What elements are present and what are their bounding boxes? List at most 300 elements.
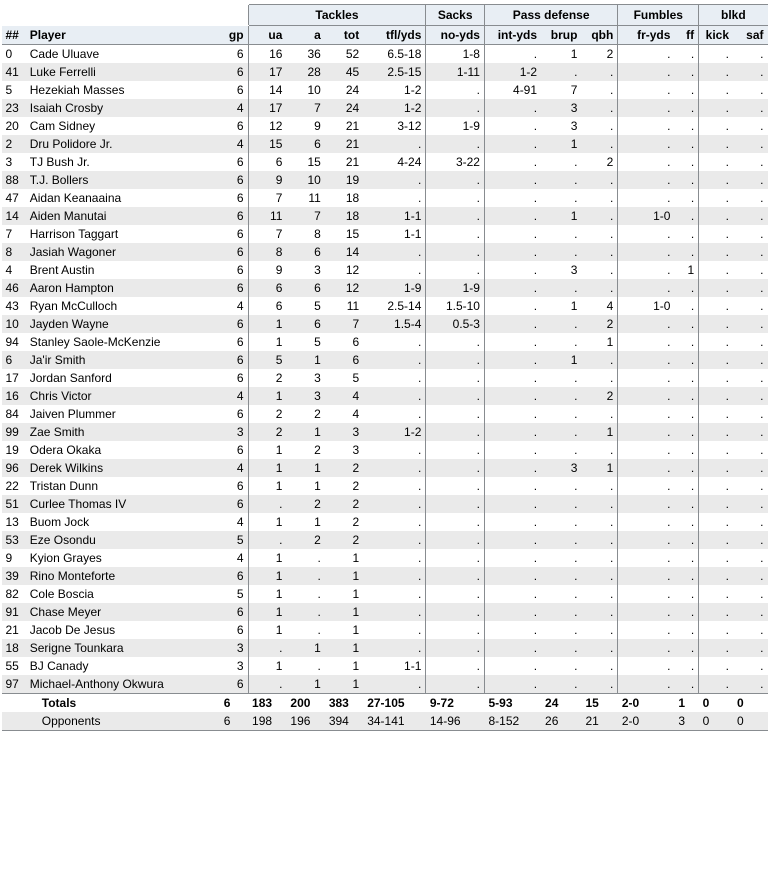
table-row <box>2 99 768 117</box>
group-header-sacks: Sacks <box>426 5 485 26</box>
cell-kick: . <box>699 549 733 567</box>
cell-a: 5 <box>286 297 324 315</box>
cell-num: 46 <box>2 279 26 297</box>
cell-a: 6 <box>286 279 324 297</box>
cell-player: Curlee Thomas IV <box>26 495 220 513</box>
cell-ua: 2 <box>248 405 286 423</box>
cell-qbh: . <box>581 135 617 153</box>
cell-ff: . <box>674 279 698 297</box>
table-row <box>2 63 768 81</box>
cell-brup: 1 <box>541 45 581 64</box>
cell-player: Michael-Anthony Okwura <box>26 675 220 694</box>
column-header-player[interactable]: Player <box>26 26 220 45</box>
cell-gp: 6 <box>220 279 248 297</box>
cell-ua: 7 <box>248 225 286 243</box>
cell-fryds: . <box>618 333 675 351</box>
cell-ff: . <box>674 405 698 423</box>
cell-noyds: . <box>426 369 485 387</box>
cell-a: 1 <box>286 477 324 495</box>
cell-kick: . <box>699 675 733 694</box>
cell-tflyds: . <box>363 171 426 189</box>
cell-ff: . <box>674 639 698 657</box>
cell-tflyds: 1-2 <box>363 423 426 441</box>
cell-ff: . <box>674 171 698 189</box>
cell-saf: . <box>733 549 767 567</box>
cell-a: 2 <box>286 405 324 423</box>
cell-num: 84 <box>2 405 26 423</box>
cell-gp: 6 <box>220 63 248 81</box>
cell-saf: . <box>733 207 767 225</box>
cell-intyds: . <box>484 225 541 243</box>
opponents-row-cell-qbh: 21 <box>581 712 617 731</box>
totals-row-cell-player: Totals <box>26 694 220 713</box>
cell-noyds: 1-11 <box>426 63 485 81</box>
cell-tflyds: 2.5-14 <box>363 297 426 315</box>
cell-fryds: . <box>618 531 675 549</box>
cell-brup: . <box>541 621 581 639</box>
cell-player: Cam Sidney <box>26 117 220 135</box>
cell-noyds: . <box>426 333 485 351</box>
cell-tot: 15 <box>325 225 363 243</box>
totals-row-cell-ff: 1 <box>674 694 698 713</box>
cell-fryds: . <box>618 639 675 657</box>
cell-num: 96 <box>2 459 26 477</box>
cell-noyds: . <box>426 585 485 603</box>
cell-intyds: . <box>484 387 541 405</box>
cell-gp: 6 <box>220 477 248 495</box>
cell-ua: . <box>248 531 286 549</box>
cell-tflyds: 1-1 <box>363 657 426 675</box>
cell-saf: . <box>733 387 767 405</box>
cell-tot: 1 <box>325 603 363 621</box>
cell-tflyds: . <box>363 675 426 694</box>
cell-tot: 2 <box>325 513 363 531</box>
totals-row-cell-fryds: 2-0 <box>618 694 675 713</box>
cell-a: 11 <box>286 189 324 207</box>
totals-row-cell-noyds: 9-72 <box>426 694 485 713</box>
cell-qbh: . <box>581 513 617 531</box>
cell-fryds: . <box>618 189 675 207</box>
cell-num: 2 <box>2 135 26 153</box>
cell-ff: . <box>674 63 698 81</box>
cell-tot: 24 <box>325 81 363 99</box>
table-row <box>2 585 768 603</box>
cell-num: 43 <box>2 297 26 315</box>
column-header-no-yds[interactable]: no-yds <box>426 26 485 45</box>
table-row <box>2 135 768 153</box>
table-row <box>2 261 768 279</box>
column-header-gp[interactable]: gp <box>220 26 248 45</box>
cell-num: 23 <box>2 99 26 117</box>
cell-intyds: . <box>484 639 541 657</box>
cell-noyds: . <box>426 567 485 585</box>
cell-kick: . <box>699 603 733 621</box>
cell-tflyds: . <box>363 585 426 603</box>
opponents-row-cell-ua: 198 <box>248 712 286 731</box>
cell-ua: 12 <box>248 117 286 135</box>
cell-saf: . <box>733 153 767 171</box>
cell-qbh: . <box>581 657 617 675</box>
cell-qbh: . <box>581 495 617 513</box>
cell-num: 20 <box>2 117 26 135</box>
cell-num: 94 <box>2 333 26 351</box>
cell-a: 1 <box>286 351 324 369</box>
cell-tot: 1 <box>325 639 363 657</box>
cell-brup: . <box>541 279 581 297</box>
cell-qbh: . <box>581 261 617 279</box>
cell-player: Odera Okaka <box>26 441 220 459</box>
cell-ua: 16 <box>248 45 286 64</box>
cell-fryds: . <box>618 657 675 675</box>
cell-kick: . <box>699 207 733 225</box>
cell-a: 8 <box>286 225 324 243</box>
cell-a: 3 <box>286 387 324 405</box>
cell-player: Aaron Hampton <box>26 279 220 297</box>
column-header-qbh[interactable]: qbh <box>581 26 617 45</box>
cell-ua: 5 <box>248 351 286 369</box>
column-header-saf[interactable]: saf <box>733 26 767 45</box>
cell-ff: . <box>674 135 698 153</box>
cell-kick: . <box>699 351 733 369</box>
cell-player: Isaiah Crosby <box>26 99 220 117</box>
cell-saf: . <box>733 297 767 315</box>
totals-row-cell-brup: 24 <box>541 694 581 713</box>
cell-tot: 18 <box>325 207 363 225</box>
cell-kick: . <box>699 279 733 297</box>
cell-brup: . <box>541 225 581 243</box>
cell-saf: . <box>733 243 767 261</box>
cell-a: 2 <box>286 441 324 459</box>
cell-kick: . <box>699 495 733 513</box>
cell-brup: 3 <box>541 459 581 477</box>
cell-kick: . <box>699 81 733 99</box>
cell-a: 3 <box>286 369 324 387</box>
cell-ff: . <box>674 387 698 405</box>
cell-player: Jasiah Wagoner <box>26 243 220 261</box>
cell-brup: . <box>541 405 581 423</box>
cell-player: Rino Monteforte <box>26 567 220 585</box>
cell-num: 14 <box>2 207 26 225</box>
cell-player: T.J. Bollers <box>26 171 220 189</box>
cell-player: Eze Osondu <box>26 531 220 549</box>
cell-qbh: . <box>581 621 617 639</box>
cell-num: 4 <box>2 261 26 279</box>
table-row <box>2 603 768 621</box>
cell-tflyds: 1.5-4 <box>363 315 426 333</box>
cell-a: 36 <box>286 45 324 64</box>
cell-saf: . <box>733 495 767 513</box>
cell-tflyds: . <box>363 333 426 351</box>
cell-kick: . <box>699 531 733 549</box>
cell-ua: 9 <box>248 171 286 189</box>
cell-intyds: . <box>484 603 541 621</box>
cell-kick: . <box>699 639 733 657</box>
cell-gp: 6 <box>220 441 248 459</box>
cell-ua: 15 <box>248 135 286 153</box>
cell-ua: 1 <box>248 477 286 495</box>
cell-brup: . <box>541 387 581 405</box>
table-body <box>2 45 768 694</box>
cell-ff: . <box>674 45 698 64</box>
cell-noyds: . <box>426 513 485 531</box>
cell-fryds: . <box>618 225 675 243</box>
cell-ff: . <box>674 567 698 585</box>
cell-qbh: . <box>581 99 617 117</box>
column-header-fr-yds[interactable]: fr-yds <box>618 26 675 45</box>
cell-num: 99 <box>2 423 26 441</box>
cell-saf: . <box>733 225 767 243</box>
group-header-blkd: blkd <box>699 5 768 26</box>
cell-gp: 6 <box>220 495 248 513</box>
table-row <box>2 621 768 639</box>
table-row <box>2 441 768 459</box>
cell-kick: . <box>699 459 733 477</box>
table-row <box>2 207 768 225</box>
cell-a: 28 <box>286 63 324 81</box>
cell-brup: . <box>541 333 581 351</box>
cell-saf: . <box>733 405 767 423</box>
cell-kick: . <box>699 63 733 81</box>
cell-gp: 6 <box>220 567 248 585</box>
column-header-kick[interactable]: kick <box>699 26 733 45</box>
totals-row-cell-gp: 6 <box>220 694 248 713</box>
cell-gp: 5 <box>220 585 248 603</box>
totals-row-cell-kick: 0 <box>699 694 733 713</box>
cell-ua: 1 <box>248 441 286 459</box>
table-row <box>2 567 768 585</box>
cell-ff: . <box>674 531 698 549</box>
cell-tflyds: . <box>363 477 426 495</box>
cell-num: 6 <box>2 351 26 369</box>
cell-fryds: . <box>618 441 675 459</box>
cell-num: 39 <box>2 567 26 585</box>
cell-tot: 1 <box>325 549 363 567</box>
table-row <box>2 81 768 99</box>
cell-num: 18 <box>2 639 26 657</box>
cell-tot: 3 <box>325 423 363 441</box>
cell-tflyds: 1-1 <box>363 225 426 243</box>
cell-qbh: 1 <box>581 423 617 441</box>
cell-intyds: . <box>484 369 541 387</box>
cell-intyds: 1-2 <box>484 63 541 81</box>
cell-saf: . <box>733 171 767 189</box>
cell-ff: . <box>674 657 698 675</box>
opponents-row-cell-fryds: 2-0 <box>618 712 675 731</box>
cell-fryds: . <box>618 495 675 513</box>
opponents-row-cell-player: Opponents <box>26 712 220 731</box>
cell-ff: . <box>674 369 698 387</box>
cell-num: 5 <box>2 81 26 99</box>
cell-intyds: . <box>484 495 541 513</box>
cell-gp: 6 <box>220 333 248 351</box>
cell-fryds: . <box>618 477 675 495</box>
cell-ua: . <box>248 495 286 513</box>
cell-ua: 2 <box>248 423 286 441</box>
table-row <box>2 171 768 189</box>
table-row <box>2 45 768 64</box>
cell-qbh: . <box>581 567 617 585</box>
cell-noyds: 1-8 <box>426 45 485 64</box>
cell-kick: . <box>699 297 733 315</box>
cell-tot: 21 <box>325 135 363 153</box>
cell-noyds: . <box>426 135 485 153</box>
cell-noyds: . <box>426 171 485 189</box>
cell-fryds: . <box>618 603 675 621</box>
column-header-a[interactable]: a <box>286 26 324 45</box>
cell-tot: 52 <box>325 45 363 64</box>
cell-a: . <box>286 585 324 603</box>
cell-qbh: . <box>581 189 617 207</box>
cell-kick: . <box>699 45 733 64</box>
cell-fryds: . <box>618 153 675 171</box>
cell-gp: 4 <box>220 99 248 117</box>
cell-gp: 6 <box>220 351 248 369</box>
cell-num: 7 <box>2 225 26 243</box>
cell-a: 2 <box>286 531 324 549</box>
cell-brup: . <box>541 495 581 513</box>
cell-a: 7 <box>286 99 324 117</box>
cell-player: Chris Victor <box>26 387 220 405</box>
cell-ua: 11 <box>248 207 286 225</box>
cell-qbh: 1 <box>581 459 617 477</box>
cell-player: Jaiven Plummer <box>26 405 220 423</box>
cell-intyds: . <box>484 459 541 477</box>
cell-player: Tristan Dunn <box>26 477 220 495</box>
column-header-int-yds[interactable]: int-yds <box>484 26 541 45</box>
cell-qbh: 1 <box>581 333 617 351</box>
cell-tot: 6 <box>325 351 363 369</box>
cell-a: 10 <box>286 171 324 189</box>
cell-player: BJ Canady <box>26 657 220 675</box>
cell-fryds: . <box>618 405 675 423</box>
cell-intyds: . <box>484 333 541 351</box>
cell-brup: . <box>541 369 581 387</box>
cell-kick: . <box>699 567 733 585</box>
cell-intyds: . <box>484 171 541 189</box>
cell-noyds: . <box>426 639 485 657</box>
cell-ua: 9 <box>248 261 286 279</box>
cell-tflyds: . <box>363 495 426 513</box>
cell-brup: 3 <box>541 99 581 117</box>
cell-gp: 6 <box>220 45 248 64</box>
cell-intyds: . <box>484 567 541 585</box>
cell-ua: 1 <box>248 513 286 531</box>
totals-row-cell-tot: 383 <box>325 694 363 713</box>
cell-qbh: . <box>581 585 617 603</box>
cell-gp: 4 <box>220 513 248 531</box>
column-header-ff[interactable]: ff <box>674 26 698 45</box>
cell-kick: . <box>699 315 733 333</box>
cell-noyds: . <box>426 81 485 99</box>
group-header-blank <box>2 5 249 26</box>
cell-player: Chase Meyer <box>26 603 220 621</box>
cell-intyds: . <box>484 531 541 549</box>
cell-a: 1 <box>286 459 324 477</box>
cell-ua: 1 <box>248 567 286 585</box>
cell-qbh: . <box>581 675 617 694</box>
cell-ua: 17 <box>248 63 286 81</box>
column-header-ua[interactable]: ua <box>248 26 286 45</box>
cell-tflyds: 1-9 <box>363 279 426 297</box>
cell-num: 82 <box>2 585 26 603</box>
cell-noyds: . <box>426 603 485 621</box>
cell-brup: . <box>541 567 581 585</box>
cell-saf: . <box>733 441 767 459</box>
cell-tot: 2 <box>325 459 363 477</box>
cell-fryds: . <box>618 45 675 64</box>
cell-kick: . <box>699 243 733 261</box>
cell-qbh: 2 <box>581 153 617 171</box>
cell-noyds: . <box>426 261 485 279</box>
cell-saf: . <box>733 117 767 135</box>
cell-qbh: . <box>581 207 617 225</box>
cell-saf: . <box>733 81 767 99</box>
cell-gp: 6 <box>220 117 248 135</box>
cell-num: 97 <box>2 675 26 694</box>
cell-brup: . <box>541 603 581 621</box>
cell-ff: . <box>674 243 698 261</box>
cell-ff: . <box>674 423 698 441</box>
cell-player: Derek Wilkins <box>26 459 220 477</box>
cell-tflyds: 4-24 <box>363 153 426 171</box>
cell-gp: 6 <box>220 189 248 207</box>
cell-gp: 6 <box>220 225 248 243</box>
column-header-num[interactable]: ## <box>2 26 26 45</box>
cell-qbh: . <box>581 477 617 495</box>
cell-ua: 1 <box>248 333 286 351</box>
cell-intyds: . <box>484 513 541 531</box>
cell-tot: 4 <box>325 405 363 423</box>
cell-player: Aiden Manutai <box>26 207 220 225</box>
column-header-tfl-yds[interactable]: tfl/yds <box>363 26 426 45</box>
cell-fryds: . <box>618 99 675 117</box>
cell-player: Cade Uluave <box>26 45 220 64</box>
column-header-tot[interactable]: tot <box>325 26 363 45</box>
cell-ff: . <box>674 495 698 513</box>
cell-a: . <box>286 657 324 675</box>
cell-a: . <box>286 621 324 639</box>
cell-tflyds: . <box>363 351 426 369</box>
cell-gp: 6 <box>220 621 248 639</box>
totals-row-cell-qbh: 15 <box>581 694 617 713</box>
cell-fryds: . <box>618 387 675 405</box>
defensive-statistics-table <box>2 4 768 731</box>
cell-a: 9 <box>286 117 324 135</box>
column-header-brup[interactable]: brup <box>541 26 581 45</box>
cell-brup: . <box>541 315 581 333</box>
cell-intyds: . <box>484 585 541 603</box>
cell-ua: . <box>248 675 286 694</box>
cell-tflyds: . <box>363 387 426 405</box>
cell-num: 41 <box>2 63 26 81</box>
cell-brup: 1 <box>541 351 581 369</box>
opponents-row <box>2 712 768 731</box>
cell-saf: . <box>733 639 767 657</box>
cell-player: Jacob De Jesus <box>26 621 220 639</box>
cell-tflyds: 2.5-15 <box>363 63 426 81</box>
cell-num: 13 <box>2 513 26 531</box>
cell-player: Luke Ferrelli <box>26 63 220 81</box>
cell-saf: . <box>733 189 767 207</box>
cell-intyds: . <box>484 117 541 135</box>
cell-intyds: . <box>484 297 541 315</box>
group-header-tackles: Tackles <box>248 5 426 26</box>
cell-a: 1 <box>286 675 324 694</box>
cell-player: TJ Bush Jr. <box>26 153 220 171</box>
cell-noyds: . <box>426 495 485 513</box>
cell-ff: . <box>674 225 698 243</box>
cell-player: Aidan Keanaaina <box>26 189 220 207</box>
